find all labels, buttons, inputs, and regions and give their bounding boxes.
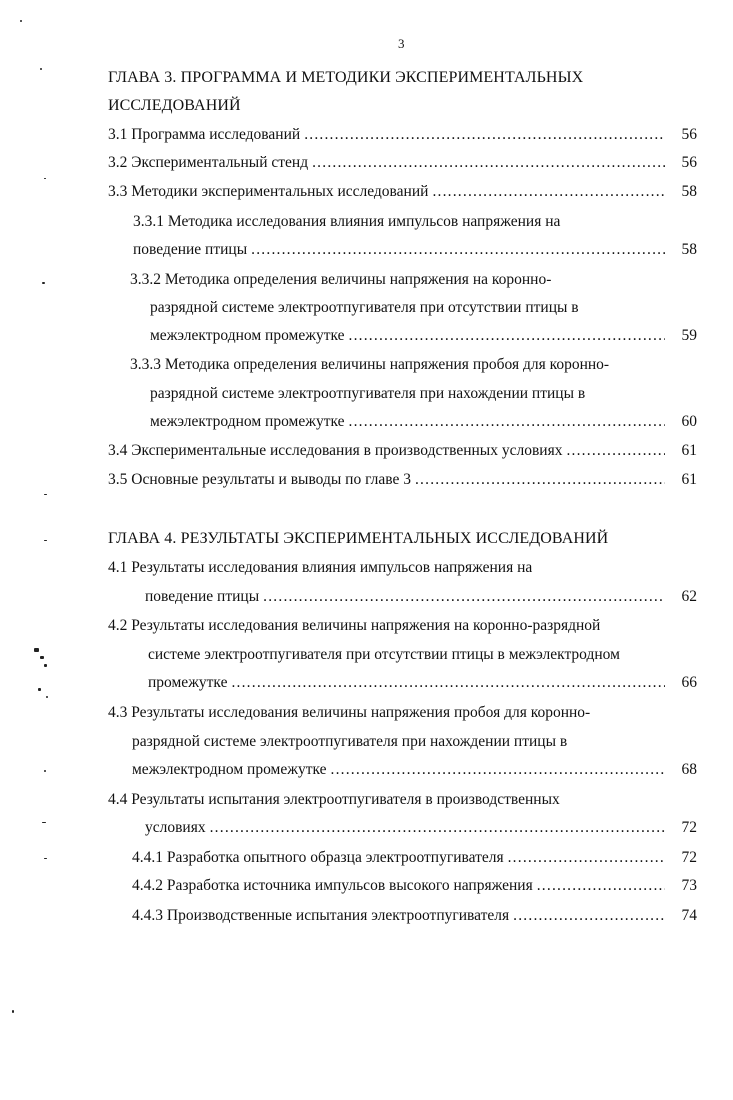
toc-entry-3-2: 3.2 Экспериментальный стенд ..... 56 [108, 153, 697, 173]
scan-speck [34, 648, 39, 652]
scan-speck [40, 68, 42, 70]
toc-entry-4-4-3: 4.4.3 Производственные испытания электроотпугивателя ..... 74 [132, 906, 697, 926]
scan-speck [44, 540, 47, 541]
scan-speck [42, 822, 46, 823]
scan-speck [40, 656, 44, 659]
toc-entry-3-4: 3.4 Экспериментальные исследования в производственных условиях ..... 61 [108, 441, 697, 461]
scan-speck [38, 688, 41, 691]
toc-entry-3-1: 3.1 Программа исследований ..... 56 [108, 125, 697, 145]
scan-speck [12, 1010, 14, 1013]
scan-speck [44, 664, 47, 667]
toc-entry-4-4-1: 4.4.1 Разработка опытного образца электроотпугивателя ..... 72 [132, 848, 697, 868]
scan-speck [44, 858, 47, 859]
toc-entry-3-5: 3.5 Основные результаты и выводы по главе 3 ..... 61 [108, 470, 697, 490]
scan-speck [42, 282, 45, 284]
page-number: 3 [398, 36, 405, 51]
scan-speck [44, 770, 46, 772]
scan-speck [44, 494, 47, 495]
toc-entry-4-4-2: 4.4.2 Разработка источника импульсов высокого напряжения ..... 73 [132, 876, 697, 896]
scan-speck [46, 696, 48, 698]
toc-entry-3-3: 3.3 Методики экспериментальных исследований ..... 58 [108, 182, 697, 202]
scan-speck [44, 178, 46, 179]
chapter-4-heading: ГЛАВА 4. РЕЗУЛЬТАТЫ ЭКСПЕРИМЕНТАЛЬНЫХ ИССЛЕДОВАНИЙ [108, 530, 609, 547]
scan-speck [20, 20, 22, 22]
